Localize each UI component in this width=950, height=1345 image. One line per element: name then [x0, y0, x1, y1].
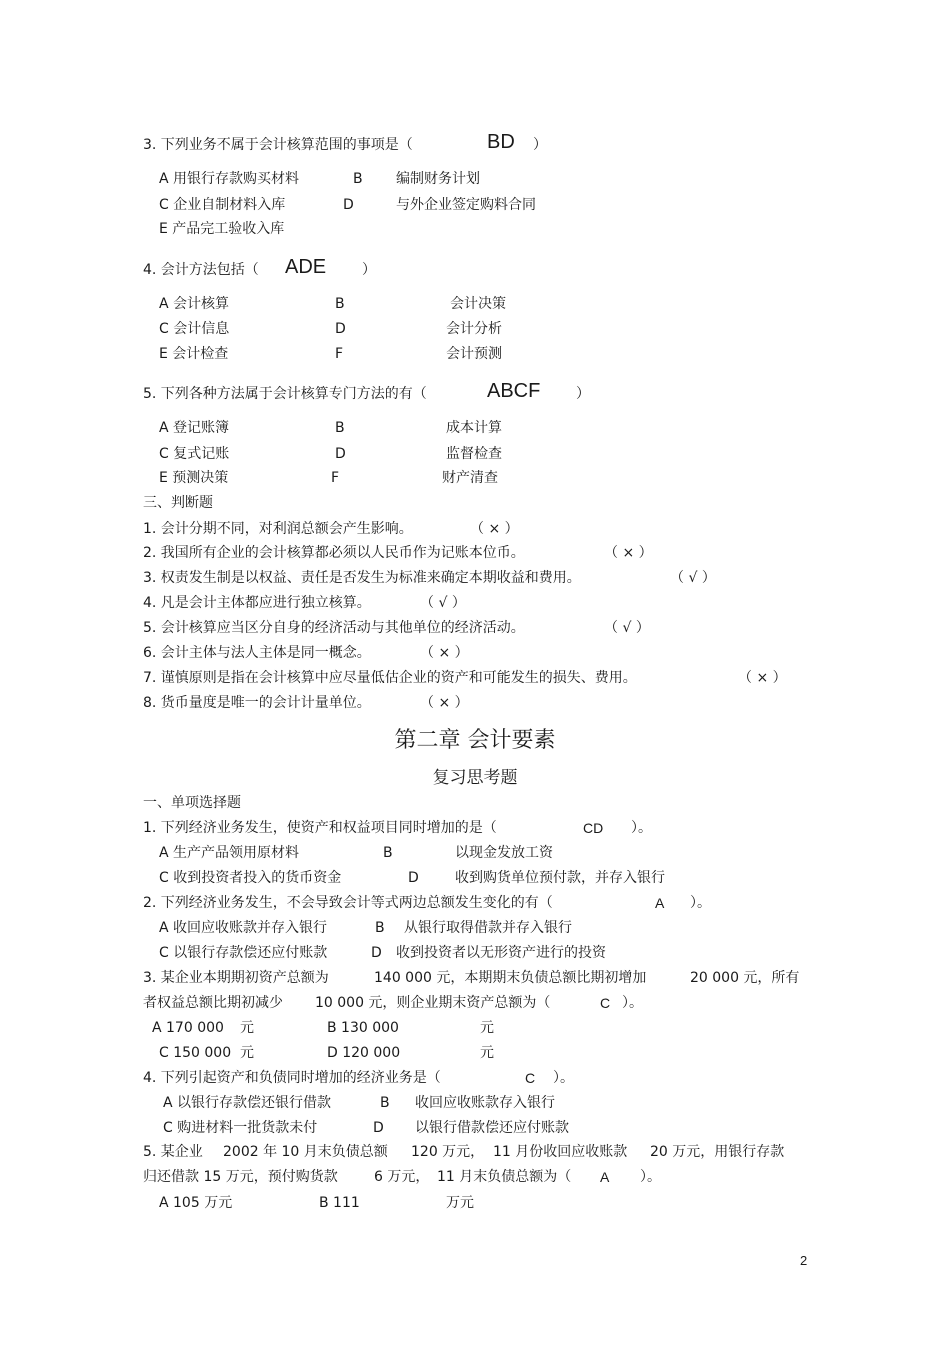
q3-option-b-letter: B — [353, 171, 363, 187]
s1-close: ）。 — [631, 820, 652, 836]
q4-stem: 4. 会计方法包括（ — [143, 262, 259, 278]
q4-option-b-letter: B — [335, 296, 345, 312]
q4-option-d: 会计分析 — [446, 321, 502, 337]
s5-option-b: B 111 — [319, 1195, 360, 1211]
q5-close: ） — [576, 386, 590, 402]
s1-option-a: A 生产产品领用原材料 — [159, 845, 300, 861]
q3-option-d-letter: D — [343, 197, 354, 213]
s1-option-d-letter: D — [408, 870, 419, 886]
s3-close: ）。 — [622, 995, 643, 1011]
judge-item-text: 5. 会计核算应当区分自身的经济活动与其他单位的经济活动。 — [143, 620, 525, 636]
q5-option-d: 监督检查 — [446, 446, 502, 462]
judge-item-text: 2. 我国所有企业的会计核算都必须以人民币作为记账本位币。 — [143, 545, 525, 561]
judge-item-mark: （ × ） — [604, 545, 653, 561]
q4-option-e: E 会计检查 — [159, 346, 229, 362]
judge-item-mark: （ × ） — [738, 670, 787, 686]
q4-close: ） — [362, 262, 376, 278]
q4-option-c: C 会计信息 — [159, 321, 230, 337]
s2-stem: 2. 下列经济业务发生，不会导致会计等式两边总额发生变化的有（ — [143, 895, 553, 911]
s5-option-a: A 105 万元 — [159, 1195, 233, 1211]
s4-option-c: C 购进材料一批货款未付 — [163, 1120, 318, 1136]
s4-option-a: A 以银行存款偿还银行借款 — [163, 1095, 332, 1111]
page-number: 2 — [800, 1253, 808, 1268]
s5-line1-part-d: 11 月份收回应收账款 — [493, 1144, 628, 1160]
judge-item-mark: （ × ） — [420, 695, 469, 711]
q3-stem: 3. 下列业务不属于会计核算范围的事项是（ — [143, 137, 413, 153]
s3-option-d: D 120 000 — [327, 1045, 401, 1061]
s4-option-b-letter: B — [380, 1095, 390, 1111]
s1-option-c: C 收到投资者投入的货币资金 — [159, 870, 342, 886]
s2-option-a: A 收回应收账款并存入银行 — [159, 920, 328, 936]
q5-option-d-letter: D — [335, 446, 346, 462]
q5-option-a: A 登记账簿 — [159, 420, 230, 436]
s1-answer: CD — [583, 820, 604, 836]
s3-line2-part-a: 者权益总额比期初减少 — [143, 995, 283, 1011]
q5-option-e: E 预测决策 — [159, 470, 229, 486]
s3-line1-part-c: 20 000 元，所有 — [690, 970, 800, 986]
q5-option-b-letter: B — [335, 420, 345, 436]
q3-option-b: 编制财务计划 — [396, 171, 480, 187]
s1-option-d: 收到购货单位预付款，并存入银行 — [455, 870, 665, 886]
q5-option-f-letter: F — [331, 470, 340, 486]
q5-answer: ABCF — [487, 380, 541, 402]
q5-option-f: 财产清查 — [442, 470, 498, 486]
s4-option-d: 以银行借款偿还应付账款 — [415, 1120, 569, 1136]
section-heading: 一、单项选择题 — [143, 795, 241, 811]
s3-option-b-unit: 元 — [480, 1020, 494, 1036]
q3-option-a: A 用银行存款购买材料 — [159, 171, 300, 187]
judge-item-mark: （ × ） — [470, 521, 519, 537]
s2-option-b-letter: B — [375, 920, 385, 936]
judge-item-text: 7. 谨慎原则是指在会计核算中应尽量低估企业的资产和可能发生的损失、费用。 — [143, 670, 637, 686]
s3-line1-part-b: 140 000 元，本期期末负债总额比期初增加 — [374, 970, 647, 986]
s2-answer: A — [655, 895, 665, 911]
s3-option-d-unit: 元 — [480, 1045, 494, 1061]
q5-option-c: C 复式记账 — [159, 446, 230, 462]
s4-answer: C — [525, 1070, 536, 1086]
q3-option-d: 与外企业签定购料合同 — [396, 197, 536, 213]
q5-option-b: 成本计算 — [446, 420, 502, 436]
q3-option-c: C 企业自制材料入库 — [159, 197, 286, 213]
judge-item-text: 6. 会计主体与法人主体是同一概念。 — [143, 645, 371, 661]
s3-line1-part-a: 3. 某企业本期期初资产总额为 — [143, 970, 329, 986]
s3-option-c: C 150 000 — [159, 1045, 232, 1061]
q3-close: ） — [533, 137, 547, 153]
s5-line2-part-b: 6 万元， — [374, 1169, 430, 1185]
s1-option-b: 以现金发放工资 — [455, 845, 553, 861]
judge-item-text: 4. 凡是会计主体都应进行独立核算。 — [143, 595, 371, 611]
s5-option-b-unit: 万元 — [446, 1195, 474, 1211]
judge-item-text: 8. 货币量度是唯一的会计计量单位。 — [143, 695, 371, 711]
s3-option-a-unit: 元 — [240, 1020, 254, 1036]
s5-close: ）。 — [640, 1169, 661, 1185]
q4-option-f-letter: F — [335, 346, 344, 362]
s1-option-b-letter: B — [383, 845, 393, 861]
q4-answer: ADE — [285, 256, 327, 278]
judge-item-mark: （ √ ） — [604, 620, 650, 636]
s2-option-d-letter: D — [371, 945, 382, 961]
s4-close: ）。 — [553, 1070, 574, 1086]
s3-option-a: A 170 000 — [152, 1020, 224, 1036]
s3-option-c-unit: 元 — [240, 1045, 254, 1061]
s4-option-b: 收回应收账款存入银行 — [415, 1095, 555, 1111]
judge-item-mark: （ √ ） — [420, 595, 466, 611]
judge-item-mark: （ √ ） — [670, 570, 716, 586]
q3-option-e: E 产品完工验收入库 — [159, 221, 285, 237]
s5-line1-part-b: 2002 年 10 月末负债总额 — [223, 1144, 388, 1160]
s2-option-c: C 以银行存款偿还应付账款 — [159, 945, 328, 961]
judge-heading: 三、判断题 — [143, 495, 213, 511]
s3-answer: C — [600, 995, 611, 1011]
q5-stem: 5. 下列各种方法属于会计核算专门方法的有（ — [143, 386, 427, 402]
q4-option-b: 会计决策 — [450, 296, 506, 312]
chapter-subtitle: 复习思考题 — [432, 768, 518, 788]
q4-option-f: 会计预测 — [446, 346, 502, 362]
s2-option-b: 从银行取得借款并存入银行 — [404, 920, 572, 936]
s3-line2-part-b: 10 000 元，则企业期末资产总额为（ — [315, 995, 551, 1011]
s5-line2-part-c: 11 月末负债总额为（ — [437, 1169, 572, 1185]
s3-option-b: B 130 000 — [327, 1020, 399, 1036]
s4-option-d-letter: D — [373, 1120, 384, 1136]
s4-stem: 4. 下列引起资产和负债同时增加的经济业务是（ — [143, 1070, 441, 1086]
q3-answer: BD — [487, 131, 515, 153]
s5-line1-part-e: 20 万元，用银行存款 — [650, 1144, 785, 1160]
s2-close: ）。 — [690, 895, 711, 911]
s5-answer: A — [600, 1169, 610, 1185]
q4-option-d-letter: D — [335, 321, 346, 337]
judge-item-text: 3. 权责发生制是以权益、责任是否发生为标准来确定本期收益和费用。 — [143, 570, 581, 586]
q4-option-a: A 会计核算 — [159, 296, 230, 312]
s5-line1-part-c: 120 万元， — [411, 1144, 485, 1160]
chapter-title: 第二章 会计要素 — [394, 728, 556, 753]
s5-line2-part-a: 归还借款 15 万元，预付购货款 — [143, 1169, 338, 1185]
judge-item-text: 1. 会计分期不同，对利润总额会产生影响。 — [143, 521, 413, 537]
judge-item-mark: （ × ） — [420, 645, 469, 661]
s5-line1-part-a: 5. 某企业 — [143, 1144, 203, 1160]
s1-stem: 1. 下列经济业务发生，使资产和权益项目同时增加的是（ — [143, 820, 497, 836]
s2-option-d: 收到投资者以无形资产进行的投资 — [396, 945, 606, 961]
